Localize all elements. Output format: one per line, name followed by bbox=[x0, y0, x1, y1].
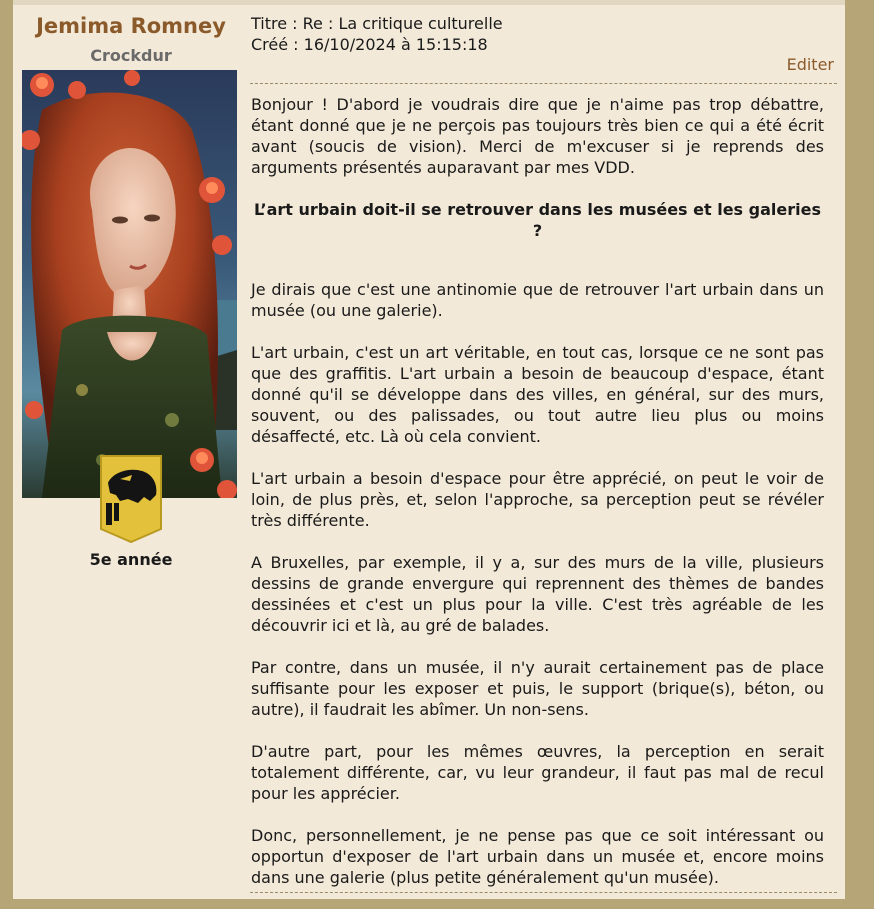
avatar bbox=[22, 70, 237, 498]
post-heading: L’art urbain doit-il se retrouver dans les musées et les galeries ? bbox=[254, 200, 821, 240]
forum-post bbox=[13, 0, 845, 899]
post-paragraph: D'autre part, pour les mêmes œuvres, la perception en serait totalement différente, car, vu leur grandeur, il faut pas mal de recul pour les apprécier. bbox=[251, 742, 824, 803]
divider bbox=[250, 892, 837, 893]
post-paragraph: Je dirais que c'est une antinomie que de retrouver l'art urbain dans un musée (ou une galerie). bbox=[251, 280, 824, 320]
post-paragraph: Par contre, dans un musée, il n'y aurait certainement pas de place suffisante pour les exposer et puis, le support (brique(s), béton, ou autre), il faudrait les abîmer. Un non-sens. bbox=[251, 658, 824, 719]
house-crest-icon bbox=[98, 453, 164, 543]
post-paragraph: L'art urbain a besoin d'espace pour être apprécié, on peut le voir de loin, de plus près, et, selon l'approche, sa perception peut se révéler très différente. bbox=[251, 469, 824, 530]
post-created: Créé : 16/10/2024 à 15:15:18 bbox=[251, 35, 488, 54]
author-house: Crockdur bbox=[90, 46, 172, 65]
author-name[interactable]: Jemima Romney bbox=[36, 14, 226, 38]
post-paragraph: A Bruxelles, par exemple, il y a, sur des murs de la ville, plusieurs dessins de grande envergure qui reprennent des thèmes de bandes dessinées et c'est un plus pour la ville. C'est très agréable de les découvrir ici et là, au gré de balades. bbox=[251, 553, 824, 635]
post-meta bbox=[251, 13, 503, 55]
post-paragraph: Donc, personnellement, je ne pense pas que ce soit intéressant ou opportun d'exposer de l'art urbain dans un musée et, encore moins dans une galerie (plus petite généralement qu'un musée). bbox=[251, 826, 824, 887]
divider bbox=[250, 83, 837, 84]
edit-link[interactable]: Editer bbox=[786, 55, 834, 74]
post-title: Titre : Re : La critique culturelle bbox=[251, 14, 503, 33]
post-paragraph: L'art urbain, c'est un art véritable, en tout cas, lorsque ce ne sont pas que des graffitis. L'art urbain a besoin de beaucoup d'espace, étant donné qu'il se développe dans des villes, en général, sur des murs, souvent, ou des palissades, ou tout autre lieu plus ou moins désaffecté, etc. Là où cela convient. bbox=[251, 343, 824, 446]
author-year: 5e année bbox=[89, 550, 173, 569]
spacer bbox=[251, 241, 824, 279]
post-content bbox=[251, 94, 824, 909]
post-intro: Bonjour ! D'abord je voudrais dire que je n'aime pas trop débattre, étant donné que je ne perçois pas toujours très bien ce qui a été écrit avant (soucis de vision). Merci de m'excuser si je reprends des arguments présentés auparavant par mes VDD. bbox=[251, 95, 824, 177]
